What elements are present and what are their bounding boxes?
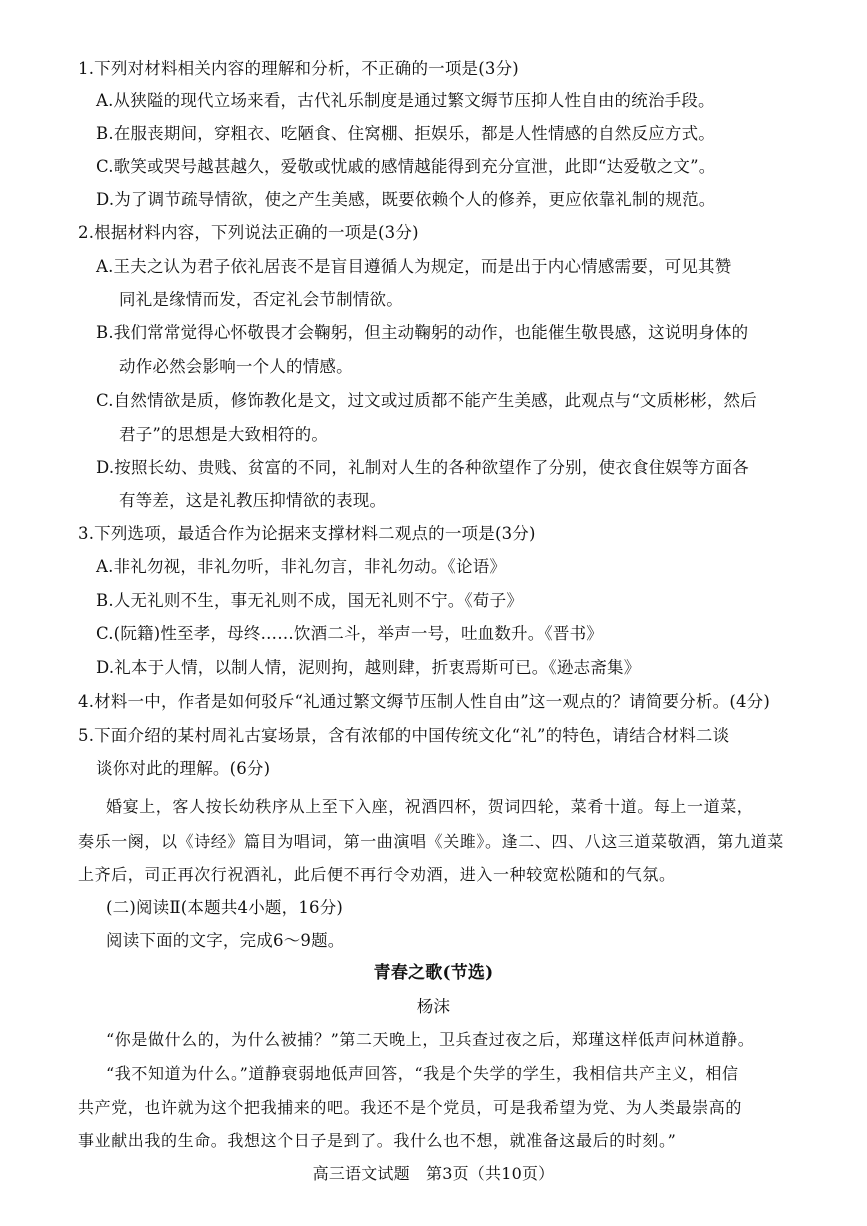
passage-author: 杨沫 [416,997,451,1016]
question-1-option-c: C.歌笑或哭号越甚越久，爱敬或忧戚的感情越能得到充分宣泄，此即“达爱敬之文”。 [96,157,716,176]
question-3-option-c: C.(阮籍)性至孝，母终……饮酒二斗，举声一号，吐血数升。《晋书》 [96,624,604,643]
question-3-option-b: B.人无礼则不生，事无礼则不成，国无礼则不宁。《荀子》 [96,591,524,610]
question-3-option-a: A.非礼勿视，非礼勿听，非礼勿言，非礼勿动。《论语》 [96,557,507,576]
section-2-instruction: 阅读下面的文字，完成6～9题。 [106,931,345,950]
question-2-option-d-line2: 有等差，这是礼教压抑情欲的表现。 [119,491,387,510]
question-1-stem: 1.下列对材料相关内容的理解和分析，不正确的一项是(3分) [78,59,519,78]
question-1-option-d: D.为了调节疏导情欲，使之产生美感，既要依赖个人的修养，更应依靠礼制的规范。 [96,190,716,209]
question-3-option-d: D.礼本于人情，以制人情，泥则拘，越则肆，折衷焉斯可已。《逊志斋集》 [96,658,641,677]
question-2-option-d-line1: D.按照长幼、贵贱、贫富的不同，礼制对人生的各种欲望作了分别，使衣食住娱等方面各 [96,458,749,477]
question-5-passage-line2: 奏乐一阕，以《诗经》篇目为唱词，第一曲演唱《关雎》。逢二、四、八这三道菜敬酒，第九道菜 [78,832,784,851]
passage-paragraph-2-line1: “我不知道为什么。”道静衰弱地低声回答，“我是个失学的学生，我相信共产主义，相信 [106,1064,739,1083]
question-2-option-c-line1: C.自然情欲是质，修饰教化是文，过文或过质都不能产生美感，此观点与“文质彬彬，然后 [96,391,757,410]
question-2-option-a-line2: 同礼是缘情而发，否定礼会节制情欲。 [119,290,403,309]
page-footer: 高三语文试题 第3页（共10页） [312,1164,555,1183]
passage-paragraph-2-line3: 事业献出我的生命。我想这个日子是到了。我什么也不想，就准备这最后的时刻。” [78,1131,677,1150]
question-2-stem: 2.根据材料内容，下列说法正确的一项是(3分) [78,223,419,242]
section-2-heading: (二)阅读Ⅱ(本题共4小题，16分) [106,898,344,917]
question-4-stem: 4.材料一中，作者是如何驳斥“礼通过繁文缛节压制人性自由”这一观点的？请简要分析。(4分) [78,692,770,711]
question-1-option-b: B.在服丧期间，穿粗衣、吃陋食、住窝棚、拒娱乐，都是人性情感的自然反应方式。 [96,124,715,143]
question-1-option-a: A.从狭隘的现代立场来看，古代礼乐制度是通过繁文缛节压抑人性自由的统治手段。 [96,91,715,110]
question-2-option-c-line2: 君子”的思想是大致相符的。 [119,425,329,444]
question-2-option-b-line1: B.我们常常觉得心怀敬畏才会鞠躬，但主动鞠躬的动作，也能催生敬畏感，这说明身体的 [96,323,749,342]
question-5-passage-line1: 婚宴上，客人按长幼秩序从上至下入座，祝酒四杯，贺词四轮，菜肴十道。每上一道菜， [106,797,754,816]
question-5-passage-line3: 上齐后，司正再次行祝酒礼，此后便不再行令劝酒，进入一种较宽松随和的气氛。 [78,865,676,884]
question-2-option-a-line1: A.王夫之认为君子依礼居丧不是盲目遵循人为规定，而是出于内心情感需要，可见其赞 [96,257,732,276]
passage-paragraph-2-line2: 共产党，也许就为这个把我捕来的吧。我还不是个党员，可是我希望为党、为人类最崇高的 [78,1098,743,1117]
passage-title: 青春之歌(节选) [373,963,494,983]
question-5-stem-line2: 谈你对此的理解。(6分) [96,759,271,778]
question-2-option-b-line2: 动作必然会影响一个人的情感。 [119,357,353,376]
question-3-stem: 3.下列选项，最适合作为论据来支撑材料二观点的一项是(3分) [78,524,536,543]
question-5-stem-line1: 5.下面介绍的某村周礼古宴场景，含有浓郁的中国传统文化“礼”的特色，请结合材料二谈 [78,726,730,745]
passage-paragraph-1: “你是做什么的，为什么被捕？”第二天晚上，卫兵查过夜之后，郑瑾这样低声问林道静。 [106,1030,755,1049]
